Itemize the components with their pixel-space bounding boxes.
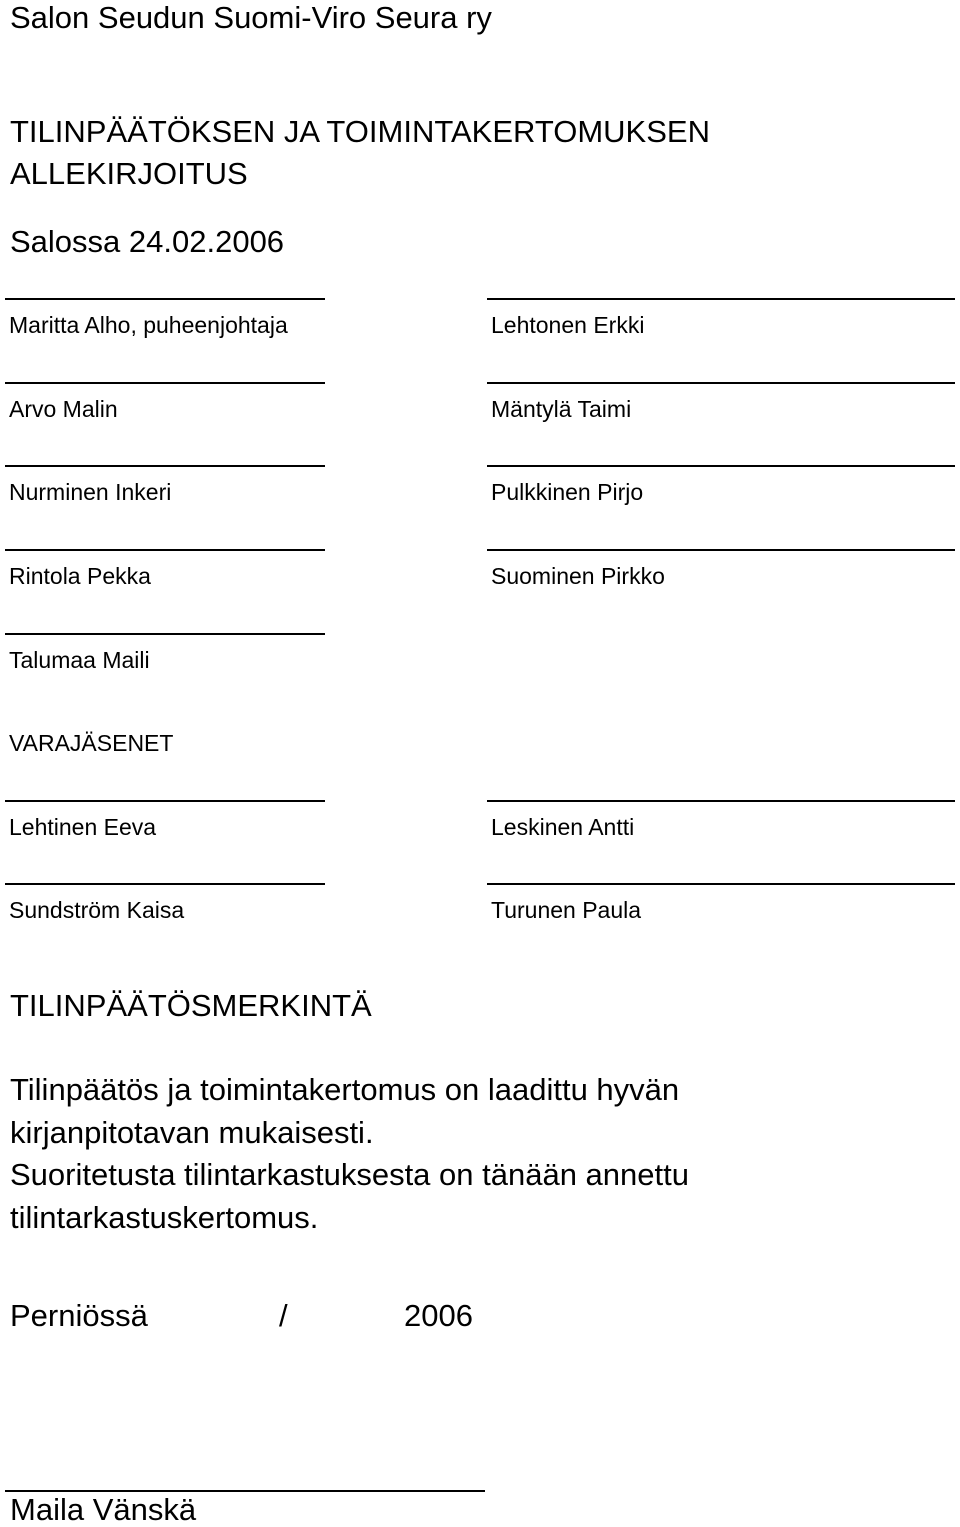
signature-line	[487, 465, 955, 467]
auditor-name: Maila Vänskä	[10, 1492, 197, 1527]
signature-line	[487, 883, 955, 885]
signature-line	[5, 298, 325, 300]
signatory-name: Arvo Malin	[9, 396, 118, 422]
audit-note-heading: TILINPÄÄTÖSMERKINTÄ	[10, 988, 372, 1023]
auditor-place: Perniössä	[10, 1298, 148, 1333]
signature-line	[487, 800, 955, 802]
signature-line	[5, 549, 325, 551]
document-title-line2: ALLEKIRJOITUS	[10, 156, 248, 191]
date-separator: /	[279, 1298, 288, 1333]
signature-line	[5, 883, 325, 885]
signatory-name: Talumaa Maili	[9, 647, 150, 673]
signature-line	[5, 382, 325, 384]
signatory-name: Suominen Pirkko	[491, 563, 665, 589]
signature-line	[487, 549, 955, 551]
organization-name: Salon Seudun Suomi-Viro Seura ry	[10, 0, 492, 35]
audit-note-line: tilintarkastuskertomus.	[10, 1200, 319, 1235]
signatory-name: Maritta Alho, puheenjohtaja	[9, 312, 288, 338]
signatory-name: Mäntylä Taimi	[491, 396, 632, 422]
signatory-name: Rintola Pekka	[9, 563, 151, 589]
place-date: Salossa 24.02.2006	[10, 224, 285, 259]
auditor-year: 2006	[404, 1298, 473, 1333]
signatory-name: Leskinen Antti	[491, 814, 635, 840]
signature-line	[487, 298, 955, 300]
audit-note-line: Suoritetusta tilintarkastuksesta on tänään annettu	[10, 1157, 689, 1192]
audit-note-line: kirjanpitotavan mukaisesti.	[10, 1115, 374, 1150]
signatory-name: Sundström Kaisa	[9, 897, 185, 923]
signatory-name: Pulkkinen Pirjo	[491, 479, 644, 505]
signatory-name: Nurminen Inkeri	[9, 479, 172, 505]
audit-note-line: Tilinpäätös ja toimintakertomus on laadittu hyvän	[10, 1072, 680, 1107]
signatory-name: Lehtinen Eeva	[9, 814, 157, 840]
signatory-name: Turunen Paula	[491, 897, 642, 923]
document-title-line1: TILINPÄÄTÖKSEN JA TOIMINTAKERTOMUKSEN	[10, 114, 710, 149]
signature-line	[5, 465, 325, 467]
deputies-heading: VARAJÄSENET	[9, 730, 174, 756]
signature-line	[5, 633, 325, 635]
signatory-name: Lehtonen Erkki	[491, 312, 645, 338]
signature-line	[5, 800, 325, 802]
signature-line	[487, 382, 955, 384]
